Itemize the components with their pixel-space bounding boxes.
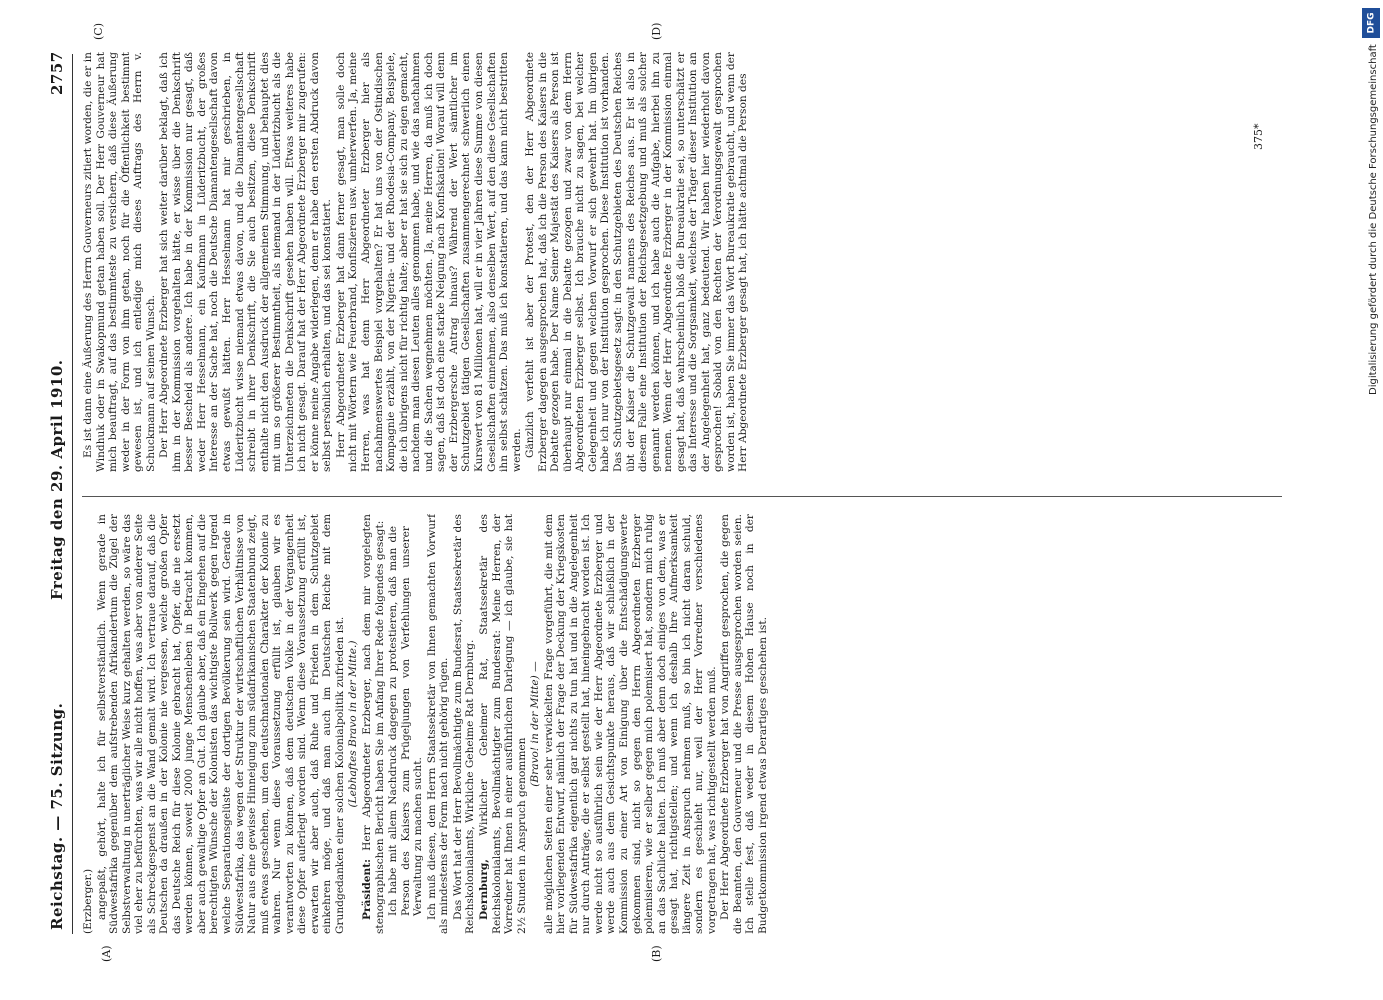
paragraph: Der Herr Abgeordnete Erzberger hat sich weiter darüber beklagt, daß ich ihm in der Kommission vorgehalten hätte, er wisse über die Denkschrift besser Bescheid als andere. Ich habe in der Kommission nur gesagt, daß weder Herr Hesselmann, ein Kaufmann in Lüderitzbucht, der großes Interesse an der Sache hat, noch die Deutsche Diamantengesellschaft davon etwas gewußt hätten. Herr Hesselmann hat mir geschrieben, in Lüderitzbucht wisse niemand etwas davon, und die Diamantengesellschaft schreibt in ihrer Denkschrift, die Sie auch besitzen, diese Denkschrift enthalte nicht den Ausdruck der allgemeinen Stimmung, und behauptet dies mit um so größerer Bestimmtheit, als niemand in der Lüderitzbucht als die Unterzeichneten die Denkschrift gesehen haben will. Etwas weiteres habe ich nicht gesagt. Darauf hat der Herr Abgeordnete Erzberger mir zugerufen: er könne meine Angabe widerlegen, denn er habe den ersten Abdruck davon selbst persönlich erhalten, und das sei konstatiert. [158,52,334,472]
signature-mark: 375* [1252,123,1265,150]
margin-marker-b: (B) [650,945,663,962]
digitization-band [1359,0,1383,1000]
page-number: 2757 [48,51,66,95]
dfg-logo-icon [1362,8,1380,38]
interjection: (Bravo! in der Mitte) — [529,661,542,787]
running-head-left: Reichstag. — 75. Sitzung. [48,702,66,930]
paragraph: Herr Abgeordneter Erzberger hat dann ferner gesagt, man solle doch nicht mit Wörtern wie Feuerbrand, Konfiszieren usw. umherwerfen. Ja, meine Herren, was hat denn Herr Abgeordneter Erzberger hier als nachahmenswertes Beispiel vorgehalten? Er hat uns von der Ostindischen Kompagnie erzählt, von der Nigeria- und der Rhodesia-Company. Beispiele, die ich übrigens nicht für richtig halte; aber er hat sie sich zu eigen gemacht, nachdem man diesen Leuten alles genommen habe, und wie das nachahmen und die Sachen wegnehmen möchten. Ja, meine Herren, da muß ich doch sagen, daß ist doch eine starke Neigung nach Konfiskation! Worauf will denn der Erzbergersche Antrag hinaus? Während der Wert sämtlicher im Schutzgebiet tätigen Gesellschaften zusammengerechnet schwerlich einen Kurswert von 81 Millionen hat, will er in vier Jahren diese Summe von diesen Gesellschaften einnehmen, also denselben Wert, auf den diese Gesellschaften ihn selbst schätzen. Das muß ich konstatieren, und das kann nicht bestritten werden. [334,52,523,472]
column-separator [82,496,1282,497]
paragraph [361,514,386,934]
paragraph: Ich muß diesen, dem Herrn Staatssekretär von Ihnen gemachten Vorwurf als mindestens der Form nach nicht gehörig rügen. [425,514,451,934]
paragraph: Das Wort hat der Herr Bevollmächtigte zum Bundesrat, Staatssekretär des Reichskolonialamts, Wirkliche Geheime Rat Dernburg. [451,514,477,934]
interjection: (Lebhaftes Bravo in der Mitte.) [347,640,360,808]
margin-marker-c: (C) [92,23,105,40]
left-column [82,514,1282,934]
paragraph: Gänzlich verfehlt ist aber der Protest, den der Herr Abgeordnete Erzberger dagegen ausgesprochen hat, daß ich die Person des Kaisers in die Debatte gezogen habe. Der Name Seiner Majestät des Kaisers als Person ist überhaupt nur einmal in die Debatte gezogen und zwar von dem Herrn Abgeordneten Erzberger selbst. Ich brauche nicht zu sagen, bei welcher Gelegenheit und gegen welchen Vorwurf er sich gewehrt hat. Im übrigen habe ich nur von der Institution gesprochen. Diese Institution ist vorhanden. Das Schutzgebietsgesetz sagt: in den Schutzgebieten des Deutschen Reiches übt der Kaiser die Schutzgewalt namens des Reiches aus. Er ist also in diesem Falle eine Institution der Reichsgesetzgebung und muß als solcher genannt werden können, und ich habe auch die Aufgabe, hierbei ihn zu nennen. Wenn der Herr Abgeordnete Erzberger in der Kommission einmal gesagt hat, daß wahrscheinlich bloß die Bureaukratie sei, so unterschätzt er das Interesse und die Sorgsamkeit, welches der Träger dieser Institution an der Angelegenheit hat, ganz bedeutend. Wir haben hier wiederholt davon gesprochen! Sobald von den Rechten der Verordnungsgewalt gesprochen worden ist, haben Sie immer das Wort Bureaukratie gebraucht, und wenn der Herr Abgeordnete Erzberger gesagt hat, ich hätte achtmal die Person des [524,52,750,472]
paragraph: Der Herr Abgeordnete Erzberger hat von Angriffen gesprochen, die gegen die Beamten, den Gouverneur und die Presse ausgesprochen worden seien. Ich stelle fest, daß weder in diesem Hohen Hause noch in der Budgetkommission irgend etwas Derartiges geschehen ist. [719,514,769,934]
paragraph-text: Wirklicher Geheimer Rat, Staatssekretär des Reichskolonialamts, Bevollmächtigter zum Bundesrat: Meine Herren, der Vorredner hat Ihnen in einer ausführlichen Darlegung — ich glaube, sie hat 2½ Stunden in Anspruch genommen [477,514,528,934]
speaker-name: Dernburg, [477,859,490,920]
paragraph: Es ist dann eine Äußerung des Herrn Gouverneurs zitiert worden, die er in Windhuk oder in Swakopmund getan haben soll. Der Herr Gouverneur hat mich beauftragt, auf das bestimmteste zu versichern, daß diese Äußerung weder in der Form von ihm getan, noch für die Öffentlichkeit bestimmt gewesen ist, und ich entledige mich dieses Auftrags des Herrn v. Schuckmann auf seinen Wunsch. [82,52,157,472]
speaker-label: (Erzberger.) [82,868,94,934]
running-head-date: Freitag den 29. April 1910. [48,359,66,600]
right-column [82,52,1282,472]
paragraph-text: Herr Abgeordneter Erzberger, nach dem mir vorgelegten stenographischen Bericht haben Sie im Anfang Ihrer Rede folgendes gesagt: [361,514,386,934]
dfg-logo-text: DFG [1366,12,1377,34]
digitization-credit: Digitalisierung gefördert durch die Deutsche Forschungsgemeinschaft [1368,44,1379,395]
speaker-name: Präsident: [361,858,374,920]
margin-marker-a: (A) [100,945,113,962]
paragraph: alle möglichen Seiten einer sehr verwickelten Frage vorgeführt, die mit dem hier vorliegenden Entwurf, nämlich der Frage der Deckung der Kriegskosten für Südwestafrika eigentlich gar nichts zu tun hat und in die Angelegenheit nur durch Anträge, die er selbst gestellt hat, hineingebracht worden ist. Ich werde nicht so ausführlich sein wie der Herr Abgeordnete Erzberger und werde auch aus dem Gesichtspunkte heraus, daß wir schließlich in der Kommission zu einer Art von Einigung über die Entschädigungswerte gekommen sind, nicht so gegen den Herrn Abgeordneten Erzberger polemisieren, wie er selber gegen mich polemisiert hat, sondern mich ruhig an das Sachliche halten. Ich muß aber denn doch einiges von dem, was er gesagt hat, richtigstellen; und wenn ich deshalb Ihre Aufmerksamkeit längere Zeit in Anspruch nehmen muß, so bin ich nicht daran schuld, sondern es geschieht nur, weil der Herr Vorredner verschiedenes vorgetragen hat, was richtiggestellt werden muß. [542,514,718,934]
paragraph: angepaßt, gehört, halte ich für selbstverständlich. Wenn gerade in Südwestafrika gegenüber dem aufstrebenden Afrikandertum die Zügel der Selbstverwaltung in unerträglicher Weise kurz gehalten werden, so wäre das viel eher zu befürchten, was wir alle nicht hoffen, was aber von anderer Seite als Schreckgespenst an die Wand gemalt wird. Ich vertraue darauf, daß die Deutschen da draußen in der Kolonie nie vergessen, welche großen Opfer das Deutsche Reich für diese Kolonie gebracht hat, Opfer, die nie ersetzt werden können, soweit 2000 junge Menschenleben in Betracht kommen, aber auch gewaltige Opfer an Gut. Ich glaube aber, daß ein Eingehen auf die berechtigten Wünsche der Kolonisten das wichtigste Bollwerk gegen irgend welche Separationsgelüste der dortigen Bevölkerung sein wird. Gerade in Südwestafrika, das wegen der Struktur der wirtschaftlichen Verhältnisse von Natur aus eine gewisse Hinneigung zum südafrikanischen Staatenbund zeigt, muß etwas geschehen, um den deutschnationalen Charakter der Kolonie zu wahren. Nur wenn diese Voraussetzung erfüllt ist, glauben wir es verantworten zu können, daß dem deutschen Volke in der Vergangenheit diese Opfer auferlegt worden sind. Wenn diese Voraussetzung erfüllt ist, erwarten wir aber auch, daß Ruhe und Frieden in dem Schutzgebiet einkehren möge, und daß man auch im Deutschen Reiche mit dem Grundgedanken einer solchen Kolonialpolitik zufrieden ist. [95,514,346,934]
quotation: Ich habe mit allem Nachdruck dagegen zu protestieren, daß man die Person des Kaisers zum Prügeljungen von Verfehlungen unserer Verwaltung zu machen sucht. [387,526,425,916]
margin-marker-d: (D) [650,22,663,40]
header-rule [72,54,73,934]
paragraph [478,514,528,934]
